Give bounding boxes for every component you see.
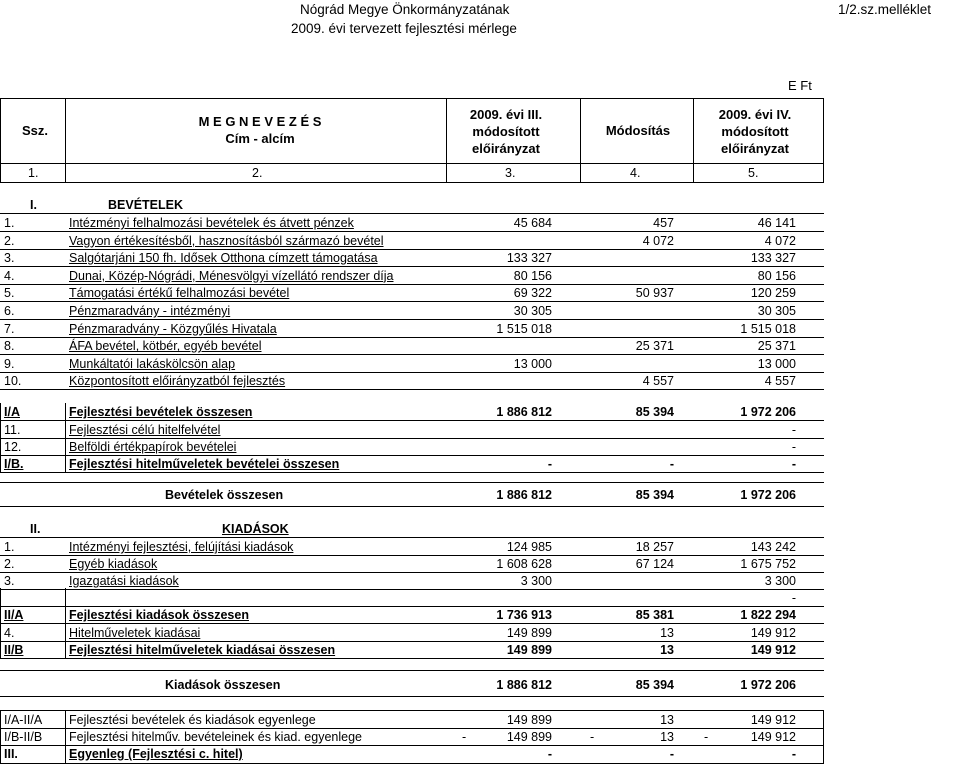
col-name-header (140, 113, 380, 147)
row-value-3: 4 072 (764, 233, 796, 248)
row-value-2: 18 257 (635, 540, 674, 554)
col-index-3: 3. (505, 166, 516, 180)
row-value-3: 1 822 294 (740, 608, 796, 622)
col-name-line2: Cím - alcím (225, 131, 295, 146)
row-num: 1. (4, 540, 15, 554)
row-name: Pénzmaradvány - Közgyűlés Hivatala (69, 321, 277, 336)
unit-label: E Ft (788, 78, 812, 93)
row-value-1: 1 515 018 (496, 321, 552, 336)
income-row (0, 267, 824, 285)
section-expense-heading (0, 520, 824, 538)
row-value-3: 133 327 (750, 251, 796, 266)
row-num: 11. (4, 423, 21, 437)
row-value-1: 80 156 (513, 268, 552, 283)
col-5-line2: módosított (721, 124, 789, 139)
section-income-heading (0, 196, 824, 214)
row-name: Pénzmaradvány - intézményi (69, 304, 231, 318)
col-4-header: Módosítás (605, 123, 671, 138)
row-value-1: 124 985 (506, 540, 552, 554)
row-value-3: 149 912 (750, 713, 796, 727)
section-expense-num: II. (30, 522, 41, 536)
row-value-3: - (791, 591, 796, 605)
income-row (0, 214, 824, 232)
col-index-5: 5. (748, 166, 759, 180)
row-value-2: 13 (660, 626, 674, 640)
income-total-row (0, 403, 824, 421)
row-name: Dunai, Közép-Nógrádi, Ménesvölgyi vízellátó rendszer díja (69, 268, 394, 283)
row-name: Fejlesztési kiadások összesen (69, 608, 249, 622)
row-name: Igazgatási kiadások (69, 574, 179, 588)
negative-sign: - (590, 730, 595, 744)
row-value-3: 149 912 (750, 626, 796, 640)
row-value-1: 1 886 812 (496, 488, 552, 502)
col-name-line1: M E G N E V E Z É S (198, 114, 322, 129)
row-value-1: 1 886 812 (496, 678, 552, 692)
row-value-2: 25 371 (635, 339, 674, 354)
row-name: ÁFA bevétel, kötbér, egyéb bevétel (69, 339, 262, 354)
row-name: Egyenleg (Fejlesztési c. hitel) (69, 747, 243, 761)
col-5-line1: 2009. évi IV. (718, 107, 792, 122)
row-value-2: 13 (660, 713, 674, 727)
row-value-1: 149 899 (506, 713, 552, 727)
row-value-3: - (791, 457, 796, 471)
row-name: Salgótarjáni 150 fh. Idősek Otthona címzett támogatása (69, 251, 378, 266)
row-name: Hitelműveletek kiadásai (69, 626, 201, 640)
income-row (0, 337, 824, 355)
income-row (0, 284, 824, 302)
row-value-1: 45 684 (513, 216, 552, 230)
row-name: Egyéb kiadások (69, 557, 158, 571)
row-value-2: 13 (660, 643, 674, 657)
row-name: Fejlesztési célú hitelfelvétel (69, 423, 221, 437)
row-value-1: 149 899 (506, 643, 552, 657)
negative-sign: - (462, 730, 467, 744)
row-value-2: 85 381 (635, 608, 674, 622)
row-value-3: 1 675 752 (740, 557, 796, 571)
row-value-3: 3 300 (764, 574, 796, 588)
expense-row (0, 538, 824, 556)
row-num: 4. (4, 268, 15, 283)
row-num: I/B-II/B (4, 730, 43, 744)
column-index-row (0, 164, 824, 182)
row-value-2: 85 394 (635, 405, 674, 419)
row-value-2: 50 937 (635, 286, 674, 301)
row-value-1: 133 327 (506, 251, 552, 266)
row-num: 3. (4, 251, 15, 266)
balance-total-row (0, 745, 824, 763)
row-name: Belföldi értékpapírok bevételei (69, 440, 237, 454)
balance-row (0, 728, 824, 746)
row-value-3: 149 912 (750, 730, 796, 744)
col-3-line3: előirányzat (472, 141, 540, 156)
row-num: 10. (4, 374, 22, 389)
income-row (0, 372, 824, 390)
row-value-1: 3 300 (520, 574, 552, 588)
row-name: Támogatási értékű felhalmozási bevétel (69, 286, 290, 301)
row-num: 6. (4, 304, 15, 318)
row-value-1: - (547, 457, 552, 471)
row-value-3: 1 972 206 (740, 405, 796, 419)
row-value-3: - (791, 423, 796, 437)
expense-loan-row (0, 624, 824, 642)
expense-row (0, 555, 824, 573)
row-num: I/A (4, 405, 20, 419)
row-num: 12. (4, 440, 22, 454)
col-index-2: 2. (252, 166, 263, 180)
income-row (0, 320, 824, 338)
income-row (0, 232, 824, 250)
row-value-2: 67 124 (635, 557, 674, 571)
row-value-1: 1 608 628 (496, 557, 552, 571)
row-name: Fejlesztési hitelműveletek bevételei összesen (69, 457, 340, 471)
row-value-3: 46 141 (757, 216, 796, 230)
row-value-3: 25 371 (757, 339, 796, 354)
row-num: 3. (4, 574, 15, 588)
row-num: 1. (4, 216, 15, 230)
row-value-3: 1 972 206 (740, 488, 796, 502)
income-row (0, 249, 824, 267)
row-value-2: 85 394 (635, 488, 674, 502)
row-value-3: 1 515 018 (740, 321, 796, 336)
row-value-3: 1 972 206 (740, 678, 796, 692)
row-value-1: 1 736 913 (496, 608, 552, 622)
expense-loan-total-row (0, 641, 824, 659)
row-value-1: 1 886 812 (496, 405, 552, 419)
row-value-2: 13 (660, 730, 674, 744)
row-value-3: 120 259 (750, 286, 796, 301)
loan-total-row (0, 455, 824, 473)
row-name: Fejlesztési bevételek és kiadások egyenlege (69, 713, 316, 727)
section-income-title: BEVÉTELEK (108, 198, 184, 212)
row-num: I/B. (4, 457, 24, 471)
row-value-2: 85 394 (635, 678, 674, 692)
col-3-line2: módosított (472, 124, 540, 139)
row-num: II/B (4, 643, 24, 657)
row-name: Intézményi fejlesztési, felújítási kiadások (69, 540, 294, 554)
row-value-1: 69 322 (513, 286, 552, 301)
row-value-3: 30 305 (757, 304, 796, 318)
row-num: 8. (4, 339, 15, 354)
expense-row (0, 572, 824, 590)
row-num: 4. (4, 626, 15, 640)
row-value-2: 457 (653, 216, 674, 230)
col-index-4: 4. (630, 166, 641, 180)
loan-row (0, 438, 824, 456)
row-name: Bevételek összesen (165, 488, 284, 502)
annex-label: 1/2.sz.melléklet (838, 2, 932, 17)
document-subtitle: 2009. évi tervezett fejlesztési mérlege (291, 21, 517, 36)
row-value-3: 13 000 (757, 356, 796, 371)
row-num: III. (4, 747, 18, 761)
loan-row (0, 421, 824, 439)
row-num: 2. (4, 557, 15, 571)
row-value-1: 13 000 (513, 356, 552, 371)
row-value-1: - (547, 747, 552, 761)
income-row (0, 355, 824, 373)
row-name: Fejlesztési hitelműveletek kiadásai összesen (69, 643, 336, 657)
expense-row (0, 589, 824, 607)
row-value-3: 80 156 (757, 268, 796, 283)
row-num: I/A-II/A (4, 713, 43, 727)
row-num: II/A (4, 608, 24, 622)
row-num: 2. (4, 233, 15, 248)
col-index-1: 1. (28, 166, 39, 180)
row-value-3: 4 557 (764, 374, 796, 389)
expense-grand-total-row (0, 676, 824, 694)
negative-sign: - (704, 730, 709, 744)
col-ssz-header: Ssz. (22, 123, 49, 138)
row-value-3: 149 912 (750, 643, 796, 657)
col-5-line3: előirányzat (721, 141, 789, 156)
row-name: Fejlesztési bevételek összesen (69, 405, 253, 419)
income-grand-total-row (0, 486, 824, 504)
row-name: Munkáltatói lakáskölcsön alap (69, 356, 236, 371)
row-name: Központosított előirányzatból fejlesztés (69, 374, 286, 389)
income-row (0, 302, 824, 320)
row-value-3: 143 242 (750, 540, 796, 554)
row-num: 5. (4, 286, 15, 301)
row-name: Fejlesztési hitelműv. bevételeinek és kiad. egyenlege (69, 730, 362, 744)
row-value-3: - (791, 747, 796, 761)
section-income-num: I. (30, 198, 37, 212)
org-title: Nógrád Megye Önkormányzatának (300, 2, 510, 17)
section-expense-title: KIADÁSOK (222, 522, 289, 536)
row-name: Vagyon értékesítésből, hasznosításból származó bevétel (69, 233, 384, 248)
col-3-header (436, 106, 576, 157)
row-num: 7. (4, 321, 15, 336)
row-value-1: 149 899 (506, 730, 552, 744)
row-value-2: - (669, 747, 674, 761)
col-3-line1: 2009. évi III. (469, 107, 543, 122)
row-name: Kiadások összesen (165, 678, 281, 692)
row-value-2: 4 072 (642, 233, 674, 248)
row-value-2: 4 557 (642, 374, 674, 389)
row-num: 9. (4, 356, 15, 371)
row-value-1: 30 305 (513, 304, 552, 318)
col-5-header (690, 106, 820, 157)
row-value-1: 149 899 (506, 626, 552, 640)
balance-row (0, 711, 824, 729)
row-name: Intézményi felhalmozási bevételek és átvett pénzek (69, 216, 354, 230)
expense-total-row (0, 606, 824, 624)
row-value-2: - (669, 457, 674, 471)
row-value-3: - (791, 440, 796, 454)
